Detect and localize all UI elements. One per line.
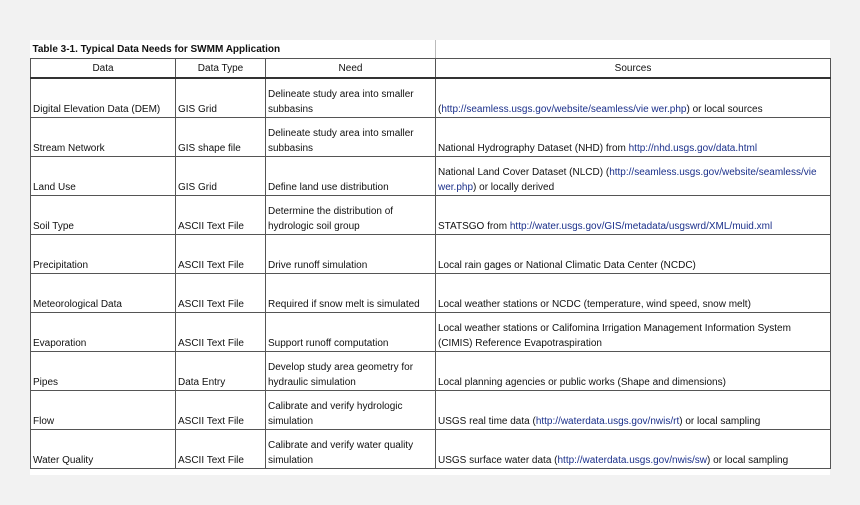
source-text: Local planning agencies or public works (Shape and dimensions) [438, 377, 726, 388]
header-row [31, 59, 831, 79]
table-row [31, 313, 831, 352]
cell-need: Support runoff computation [266, 313, 436, 352]
cell-sources [436, 313, 831, 352]
cell-sources [436, 274, 831, 313]
cell-data: Digital Elevation Data (DEM) [31, 78, 176, 118]
header-sources: Sources [436, 59, 831, 79]
source-link[interactable]: http://seamless.usgs.gov/website/seamless/vie wer.php [438, 167, 817, 193]
cell-data-type: ASCII Text File [176, 430, 266, 469]
cell-sources [436, 196, 831, 235]
cell-need: Drive runoff simulation [266, 235, 436, 274]
table-title-row [31, 40, 831, 59]
cell-sources [436, 78, 831, 118]
source-text: Local rain gages or National Climatic Data Center (NCDC) [438, 260, 696, 271]
table-body [31, 40, 831, 469]
cell-sources [436, 235, 831, 274]
cell-need: Calibrate and verify hydrologic simulation [266, 391, 436, 430]
table-row [31, 391, 831, 430]
table-row [31, 157, 831, 196]
source-text: ( [438, 104, 442, 115]
cell-sources [436, 430, 831, 469]
table-title-blank-cell [436, 40, 831, 59]
cell-data: Meteorological Data [31, 274, 176, 313]
cell-sources [436, 352, 831, 391]
cell-data-type: ASCII Text File [176, 391, 266, 430]
table-row [31, 78, 831, 118]
cell-need: Develop study area geometry for hydraulic simulation [266, 352, 436, 391]
cell-sources [436, 118, 831, 157]
source-text: ) or locally derived [473, 182, 555, 193]
cell-data-type: ASCII Text File [176, 235, 266, 274]
cell-data: Water Quality [31, 430, 176, 469]
header-need: Need [266, 59, 436, 79]
cell-data: Evaporation [31, 313, 176, 352]
table-row [31, 352, 831, 391]
source-text: Local weather stations or Califomina Irrigation Management Information System (CIMIS) Reference Evapotraspiration [438, 323, 791, 349]
table-row [31, 196, 831, 235]
table-sheet [30, 40, 830, 475]
source-link[interactable]: http://seamless.usgs.gov/website/seamless/vie wer.php [441, 104, 687, 115]
source-text: ) or local sources [686, 104, 763, 115]
data-needs-table [30, 40, 831, 469]
cell-need: Determine the distribution of hydrologic soil group [266, 196, 436, 235]
table-title: Table 3-1. Typical Data Needs for SWMM Application [31, 40, 436, 59]
cell-data-type: Data Entry [176, 352, 266, 391]
source-text: National Land Cover Dataset (NLCD) ( [438, 167, 610, 178]
source-text: USGS surface water data ( [438, 455, 558, 466]
cell-need: Calibrate and verify water quality simulation [266, 430, 436, 469]
source-link[interactable]: http://water.usgs.gov/GIS/metadata/usgswrd/XML/muid.xml [509, 221, 773, 232]
cell-data-type: ASCII Text File [176, 313, 266, 352]
table-row [31, 235, 831, 274]
source-text: Local weather stations or NCDC (temperature, wind speed, snow melt) [438, 299, 751, 310]
source-text: STATSGO from [438, 221, 510, 232]
source-link[interactable]: http://waterdata.usgs.gov/nwis/rt [535, 416, 680, 427]
source-text: USGS real time data ( [438, 416, 536, 427]
cell-need: Required if snow melt is simulated [266, 274, 436, 313]
table-row [31, 274, 831, 313]
table-row [31, 118, 831, 157]
cell-data: Flow [31, 391, 176, 430]
source-text: National Hydrography Dataset (NHD) from [438, 143, 629, 154]
source-link[interactable]: http://nhd.usgs.gov/data.html [628, 143, 758, 154]
source-text: ) or local sampling [707, 455, 789, 466]
header-data-type: Data Type [176, 59, 266, 79]
cell-data: Pipes [31, 352, 176, 391]
cell-data-type: ASCII Text File [176, 196, 266, 235]
cell-need: Define land use distribution [266, 157, 436, 196]
table-row [31, 430, 831, 469]
cell-data: Precipitation [31, 235, 176, 274]
cell-sources [436, 157, 831, 196]
source-text: ) or local sampling [679, 416, 761, 427]
cell-data-type: ASCII Text File [176, 274, 266, 313]
cell-need: Delineate study area into smaller subbasins [266, 118, 436, 157]
cell-data-type: GIS shape file [176, 118, 266, 157]
header-data: Data [31, 59, 176, 79]
cell-need: Delineate study area into smaller subbasins [266, 78, 436, 118]
cell-data-type: GIS Grid [176, 78, 266, 118]
cell-data-type: GIS Grid [176, 157, 266, 196]
cell-data: Stream Network [31, 118, 176, 157]
cell-data: Soil Type [31, 196, 176, 235]
source-link[interactable]: http://waterdata.usgs.gov/nwis/sw [557, 455, 708, 466]
cell-data: Land Use [31, 157, 176, 196]
cell-sources [436, 391, 831, 430]
